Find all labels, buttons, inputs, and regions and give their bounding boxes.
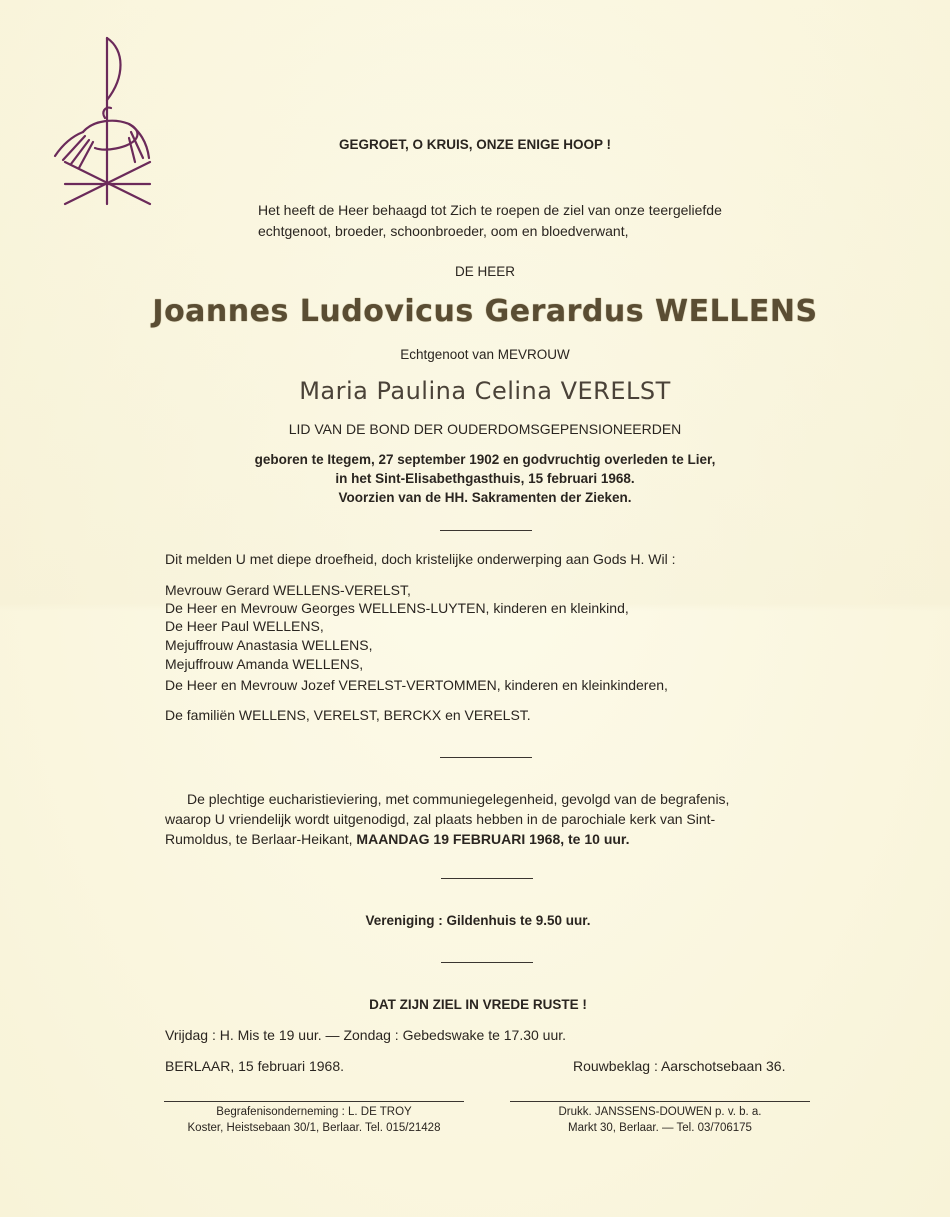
undertaker-name: Begrafenisonderneming : L. DE TROY bbox=[216, 1106, 412, 1118]
footer-rule-right bbox=[510, 1101, 810, 1102]
vigil-schedule: Vrijdag : H. Mis te 19 uur. — Zondag : Gebedswake te 17.30 uur. bbox=[165, 1027, 567, 1043]
family-line: De Heer en Mevrouw Georges WELLENS-LUYTEN, kinderen en kleinkind, bbox=[165, 600, 629, 616]
divider bbox=[440, 530, 532, 531]
spouse-name: Maria Paulina Celina VERELST bbox=[299, 377, 671, 405]
pelican-cross-emblem-icon bbox=[45, 32, 160, 212]
title: DE HEER bbox=[454, 264, 515, 279]
divider bbox=[440, 757, 532, 758]
birth-death-line-1: geboren te Itegem, 27 september 1902 en godvruchtig overleden te Lier, bbox=[254, 452, 716, 467]
divider bbox=[441, 962, 533, 963]
birth-death-line-2: in het Sint-Elisabethgasthuis, 15 februari 1968. bbox=[335, 471, 635, 486]
family-line: Mejuffrouw Anastasia WELLENS, bbox=[165, 637, 373, 653]
birth-death-line-3: Voorzien van de HH. Sakramenten der Zieken. bbox=[338, 490, 632, 505]
announcement: Dit melden U met diepe droefheid, doch kristelijke onderwerping aan Gods H. Wil : bbox=[165, 551, 676, 567]
undertaker-address: Koster, Heistsebaan 30/1, Berlaar. Tel. 015/21428 bbox=[187, 1122, 441, 1134]
service-line-2: waarop U vriendelijk wordt uitgenodigd, zal plaats hebben in de parochiale kerk van Sint- bbox=[165, 811, 716, 827]
header-prayer: GEGROET, O KRUIS, ONZE ENIGE HOOP ! bbox=[338, 137, 612, 152]
family-line: De Heer Paul WELLENS, bbox=[165, 618, 324, 634]
service-location: Rumoldus, te Berlaar-Heikant, bbox=[165, 831, 357, 847]
intro-line-1: Het heeft de Heer behaagd tot Zich te roepen de ziel van onze teergeliefde bbox=[258, 202, 722, 218]
condolences-address: Rouwbeklag : Aarschotsebaan 36. bbox=[573, 1058, 786, 1074]
intro-line-2: echtgenoot, broeder, schoonbroeder, oom en bloedverwant, bbox=[258, 223, 629, 239]
gathering: Vereniging : Gildenhuis te 9.50 uur. bbox=[365, 913, 591, 928]
rest-in-peace: DAT ZIJN ZIEL IN VREDE RUSTE ! bbox=[369, 997, 587, 1012]
family-line: De Heer en Mevrouw Jozef VERELST-VERTOMMEN, kinderen en kleinkinderen, bbox=[165, 677, 668, 693]
service-line-1: De plechtige eucharistieviering, met communiegelegenheid, gevolgd van de begrafenis, bbox=[187, 791, 730, 807]
service-date: MAANDAG 19 FEBRUARI 1968, te 10 uur. bbox=[356, 831, 630, 847]
membership: LID VAN DE BOND DER OUDERDOMSGEPENSIONEERDEN bbox=[288, 421, 682, 437]
family-line: Mevrouw Gerard WELLENS-VERELST, bbox=[165, 582, 411, 598]
deceased-name: Joannes Ludovicus Gerardus WELLENS bbox=[152, 294, 818, 329]
families-line: De familiën WELLENS, VERELST, BERCKX en VERELST. bbox=[165, 707, 531, 723]
divider bbox=[441, 878, 533, 879]
footer-rule-left bbox=[164, 1101, 464, 1102]
printer-address: Markt 30, Berlaar. — Tel. 03/706175 bbox=[568, 1122, 752, 1134]
family-line: Mejuffrouw Amanda WELLENS, bbox=[165, 656, 364, 672]
printer-name: Drukk. JANSSENS-DOUWEN p. v. b. a. bbox=[558, 1106, 762, 1118]
spouse-prefix: Echtgenoot van MEVROUW bbox=[400, 347, 570, 362]
service-line-3 bbox=[165, 831, 630, 847]
place-date: BERLAAR, 15 februari 1968. bbox=[165, 1058, 344, 1074]
